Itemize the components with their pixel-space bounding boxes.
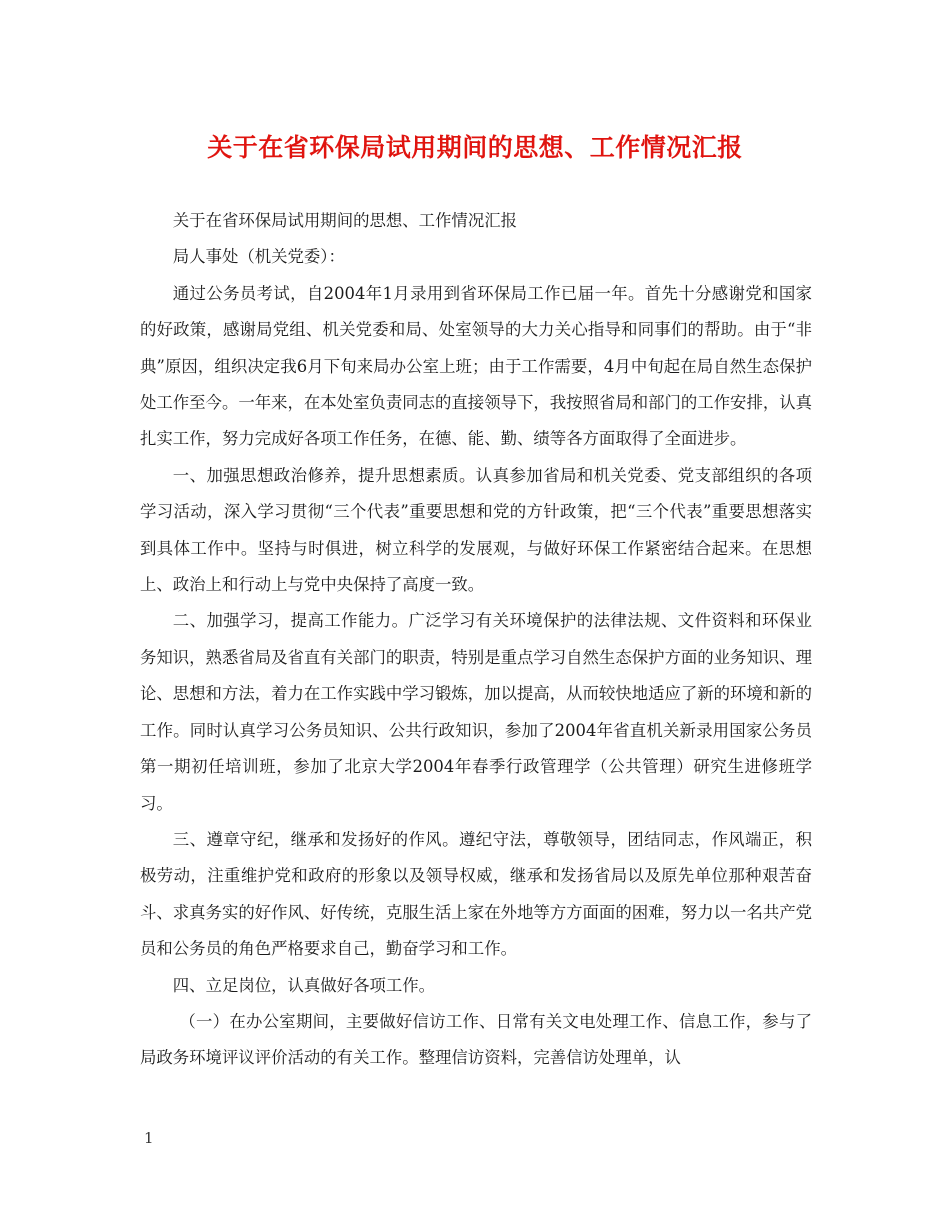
- paragraph-section-4: 四、立足岗位，认真做好各项工作。: [172, 975, 436, 995]
- paragraph-section-2: 二、加强学习，提高工作能力。广泛学习有关环境保护的法律法规、文件资料和环保业务知识，熟悉省局及省直有关部门的职责，特别是重点学习自然生态保护方面的业务知识、理论、思想和方法，着力在工作实践中学习锻炼，加以提高，从而较快地适应了新的环境和新的工作。同时认真学习公务员知识、公共行政知识，参加了2004年省直机关新录用国家公务员第一期初任培训班，参加了北京大学2004年春季行政管理学（公共管理）研究生进修班学习。: [140, 611, 813, 813]
- paragraph-subject: 关于在省环保局试用期间的思想、工作情况汇报: [172, 211, 517, 230]
- document-title: 关于在省环保局试用期间的思想、工作情况汇报: [207, 133, 743, 162]
- paragraph-section-3: 三、遵章守纪，继承和发扬好的作风。遵纪守法，尊敬领导，团结同志，作风端正，积极劳动，注重维护党和政府的形象以及领导权威，继承和发扬省局以及原先单位那种艰苦奋斗、求真务实的好作风、好传统，克服生活上家在外地等方方面面的困难，努力以一名共产党员和公务员的角色严格要求自己，勤奋学习和工作。: [140, 829, 813, 959]
- paragraph-intro: 通过公务员考试，自2004年1月录用到省环保局工作已届一年。首先十分感谢党和国家的好政策，感谢局党组、机关党委和局、处室领导的大力关心指导和同事们的帮助。由于“非典”原因，组织决定我6月下旬来局办公室上班；由于工作需要，4月中旬起在局自然生态保护处工作至今。一年来，在本处室负责同志的直接领导下，我按照省局和部门的工作安排，认真扎实工作，努力完成好各项工作任务，在德、能、勤、绩等各方面取得了全面进步。: [140, 283, 813, 449]
- document-body: [140, 203, 812, 1077]
- page-number: 1: [144, 1129, 154, 1147]
- paragraph-addressee: 局人事处（机关党委）：: [172, 247, 345, 267]
- paragraph-section-4-1: （一）在办公室期间，主要做好信访工作、日常有关文电处理工作、信息工作，参与了局政务环境评议评价活动的有关工作。整理信访资料，完善信访处理单，认: [140, 1011, 812, 1068]
- paragraph-section-1: 一、加强思想政治修养，提升思想素质。认真参加省局和机关党委、党支部组织的各项学习活动，深入学习贯彻“三个代表”重要思想和党的方针政策，把“三个代表”重要思想落实到具体工作中。坚持与时俱进，树立科学的发展观，与做好环保工作紧密结合起来。在思想上、政治上和行动上与党中央保持了高度一致。: [140, 465, 812, 595]
